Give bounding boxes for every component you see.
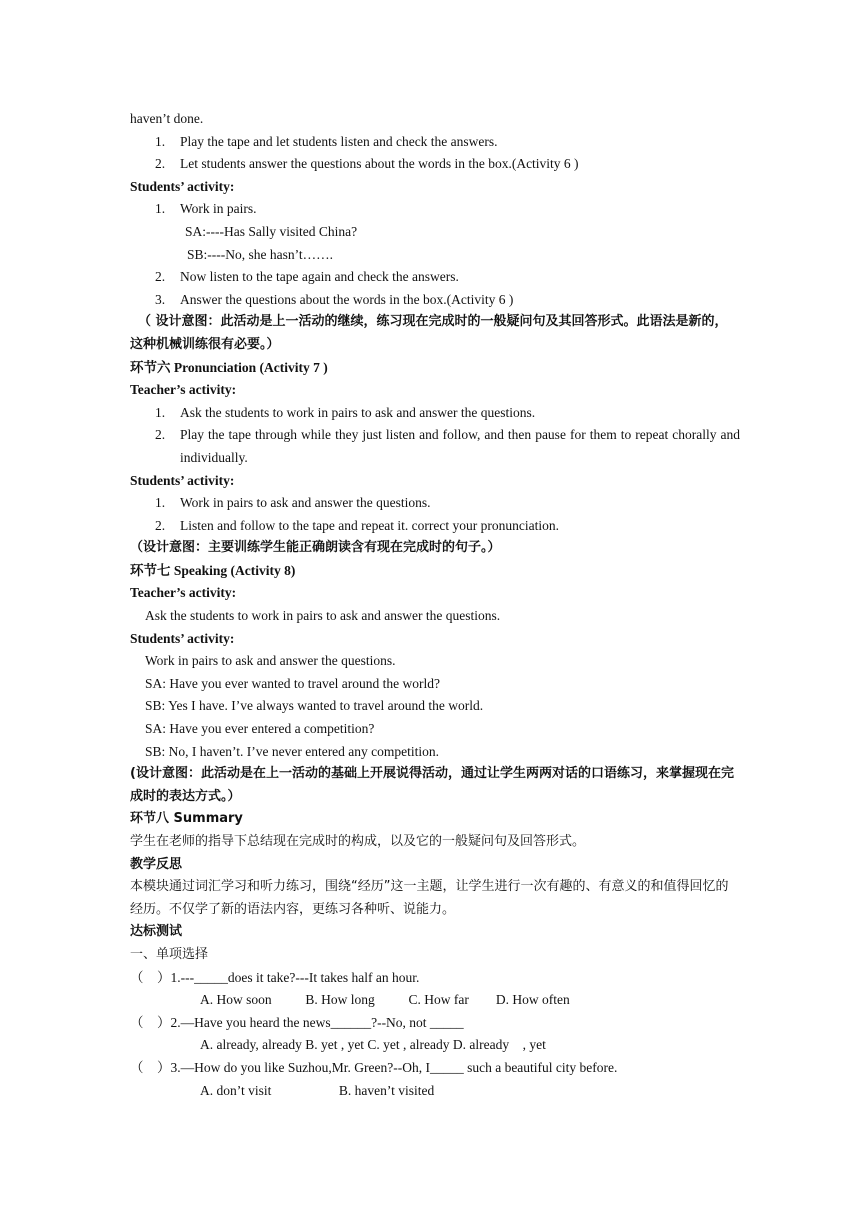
section-heading: 环节八 Summary — [130, 811, 243, 827]
question: （ ）1.---_____does it take?---It takes half an hour. — [130, 969, 420, 985]
list-text: Work in pairs. — [180, 201, 257, 217]
section-heading: Teacher’s activity: — [130, 382, 237, 398]
question: （ ）3.—How do you like Suzhou,Mr. Green?--Oh, I_____ such a beautiful city before. — [130, 1059, 618, 1075]
list-item — [130, 402, 740, 425]
list-number: 1. — [155, 404, 166, 420]
list-item — [130, 492, 740, 515]
list-text: Answer the questions about the words in the box.(Activity 6 ) — [180, 291, 514, 307]
dialogue-line: SB: No, I haven’t. I’ve never entered any competition. — [145, 743, 440, 759]
dialogue-line: SB:----No, she hasn’t……. — [187, 246, 333, 262]
section-heading: Teacher’s activity: — [130, 585, 237, 601]
dialogue-line: SA: Have you ever entered a competition? — [145, 721, 375, 737]
question-options: A. How soon B. How long C. How far D. How often — [200, 992, 570, 1008]
question: （ ）2.—Have you heard the news______?--No, not _____ — [130, 1014, 464, 1030]
list-number: 2. — [155, 269, 166, 285]
design-intent-note: (设计意图：此活动是在上一活动的基础上开展说得活动，通过让学生两两对话的口语练习，来掌握现在完成时的表达方式。） — [130, 766, 734, 804]
text-line: haven’t done. — [130, 111, 204, 126]
section-heading: 达标测试 — [130, 924, 183, 940]
design-intent-note: （ 设计意图：此活动是上一活动的继续，练习现在完成时的一般疑问句及其回答形式。此语法是新的，这种机械训练很有必要。） — [130, 314, 728, 352]
design-intent-note: （设计意图：主要训练学生能正确朗读含有现在完成时的句子。） — [130, 540, 501, 556]
section-heading: 一、单项选择 — [130, 946, 209, 962]
dialogue-line: SB: Yes I have. I’ve always wanted to travel around the world. — [145, 698, 484, 714]
document-page — [130, 108, 740, 1102]
question-options: A. already, already B. yet , yet C. yet , already D. already , yet — [200, 1037, 546, 1053]
list-number: 2. — [155, 517, 166, 533]
list-item — [130, 198, 740, 221]
list-text: Now listen to the tape again and check the answers. — [180, 269, 459, 285]
section-heading: 教学反思 — [130, 856, 183, 872]
list-text: Play the tape and let students listen and check the answers. — [180, 133, 498, 149]
list-text: Listen and follow to the tape and repeat it. correct your pronunciation. — [180, 517, 559, 533]
section-heading: 环节六 Pronunciation (Activity 7 ) — [130, 359, 328, 375]
text-line: Work in pairs to ask and answer the questions. — [145, 653, 396, 669]
list-item — [130, 153, 740, 176]
paragraph: 本模块通过词汇学习和听力练习，围绕“经历”这一主题，让学生进行一次有趣的、有意义的和值得回忆的经历。不仅学了新的语法内容，更练习各种听、说能力。 — [130, 879, 729, 917]
question-options: A. don’t visit B. haven’t visited — [200, 1082, 435, 1098]
list-number: 2. — [155, 156, 166, 172]
section-heading: 环节七 Speaking (Activity 8) — [130, 562, 296, 578]
dialogue-line: SA: Have you ever wanted to travel around the world? — [145, 675, 441, 691]
list-text: Ask the students to work in pairs to ask and answer the questions. — [180, 404, 536, 420]
list-number: 3. — [155, 291, 166, 307]
list-number: 1. — [155, 133, 166, 149]
text-line: Ask the students to work in pairs to ask and answer the questions. — [145, 608, 501, 624]
text-line: 学生在老师的指导下总结现在完成时的构成，以及它的一般疑问句及回答形式。 — [130, 834, 586, 849]
section-heading: Students’ activity: — [130, 630, 235, 646]
list-item — [130, 131, 740, 154]
list-item — [130, 515, 740, 538]
list-number: 2. — [155, 427, 166, 443]
list-number: 1. — [155, 201, 166, 217]
list-number: 1. — [155, 495, 166, 511]
dialogue-line: SA:----Has Sally visited China? — [185, 223, 358, 239]
list-text: Let students answer the questions about the words in the box.(Activity 6 ) — [180, 156, 579, 172]
section-heading: Students’ activity: — [130, 472, 235, 488]
list-text: Play the tape through while they just listen and follow, and then pause for them to repeat chorally and individually. — [180, 427, 740, 465]
list-item — [130, 289, 740, 312]
list-item — [130, 424, 740, 469]
list-text: Work in pairs to ask and answer the questions. — [180, 495, 431, 511]
section-heading: Students’ activity: — [130, 178, 235, 194]
list-item — [130, 266, 740, 289]
